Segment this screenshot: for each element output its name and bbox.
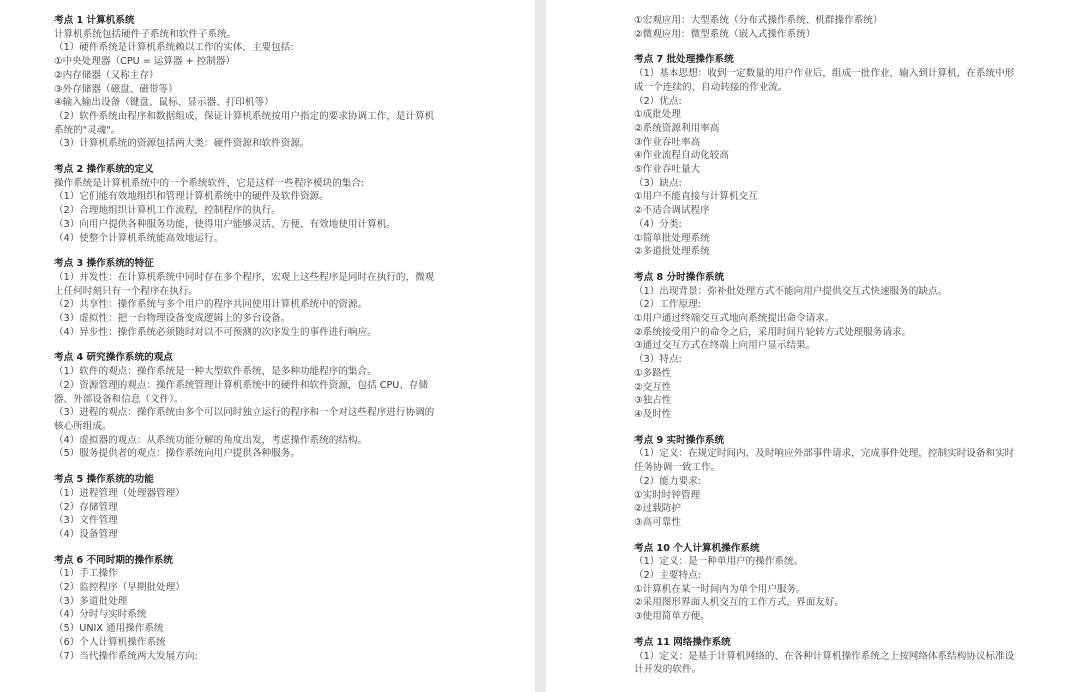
body-text-line: （2）合理地组织计算机工作流程，控制程序的执行。	[54, 205, 281, 217]
body-text-line: 核心所组成。	[54, 420, 112, 432]
body-text-line: ②内存储器（又称主存）	[54, 69, 159, 81]
body-text-line: （3）特点:	[634, 354, 682, 366]
body-text-line: ④及时性	[634, 408, 672, 420]
body-text-line: ②系统资源利用率高	[634, 122, 720, 134]
body-text-line: ④作业流程自动化较高	[634, 150, 729, 162]
body-text-line: （5）服务提供者的观点：操作系统向用户提供各种服务。	[54, 448, 300, 460]
section-left-5	[54, 554, 505, 664]
body-text-line: ⑤作业吞吐量大	[634, 164, 701, 176]
body-text-line: ③高可靠性	[634, 516, 681, 528]
section-heading: 考点 9 实时操作系统	[634, 434, 725, 446]
body-text-line: （3）计算机系统的资源包括两大类：硬件资源和软件资源。	[54, 138, 310, 150]
body-text-line: （4）虚拟器的观点：从系统功能分解的角度出发，考虑操作系统的结构。	[54, 434, 368, 446]
section-heading: 考点 2 操作系统的定义	[54, 164, 154, 176]
section-right-3	[634, 434, 1050, 530]
body-text-line: ③独占性	[634, 395, 672, 407]
body-text-line: （1）定义：是基于计算机网络的、在各种计算机操作系统之上按网络体系结构协议标准设	[634, 650, 1015, 662]
body-text-line: ①用户不能直接与计算机交互	[634, 191, 758, 203]
body-text-line: （1）出现背景：弥补批处理方式不能向用户提供交互式快速服务的缺点。	[634, 285, 948, 297]
body-text-line: （3）进程的观点：操作系统由多个可以同时独立运行的程序和一个对这些程序进行协调的	[54, 407, 435, 419]
body-text-line: （2）主要特点:	[634, 570, 701, 582]
body-text-line: ②不适合调试程序	[634, 205, 710, 217]
body-text-line: 系统的"灵魂"。	[54, 124, 121, 136]
body-text-line: ②过载防护	[634, 503, 681, 515]
body-text-line: （2）共享性：操作系统与多个用户的程序共同使用计算机系统中的资源。	[54, 299, 368, 311]
body-text-line: （2）优点:	[634, 95, 682, 107]
section-right-4	[634, 542, 1050, 624]
body-text-line: （1）基本思想：收到一定数量的用户作业后，组成一批作业，输入到计算机，在系统中形	[634, 68, 1015, 80]
body-text-line: （4）设备管理	[54, 528, 118, 540]
body-text-line: （5）UNIX 通用操作系统	[54, 623, 164, 635]
body-text-line: 任务协调一致工作。	[634, 462, 721, 474]
body-text-line: （2）能力要求:	[634, 475, 701, 487]
section-right-2	[634, 271, 1050, 422]
section-left-3	[54, 351, 505, 461]
body-text-line: （6）个人计算机操作系统	[54, 636, 166, 648]
document-page-right	[546, 0, 1080, 692]
body-text-line: ②多道批处理系统	[634, 246, 710, 258]
section-left-2	[54, 257, 505, 339]
body-text-line: （3）多道批处理	[54, 595, 128, 607]
body-text-line: （7）当代操作系统两大发展方向:	[54, 650, 198, 662]
body-text-line: （1）定义：在规定时间内，及时响应外部事件请求，完成事件处理，控制实时设备和实时	[634, 448, 1015, 460]
body-text-line: 成一个连续的、自动转接的作业流。	[634, 81, 788, 93]
section-heading: 考点 11 网络操作系统	[634, 636, 731, 648]
body-text-line: ③作业吞吐率高	[634, 136, 701, 148]
section-right-0	[634, 14, 1050, 41]
body-text-line: （4）异步性：操作系统必须随时对以不可预测的次序发生的事件进行响应。	[54, 326, 377, 338]
body-text-line: （1）它们能有效地组织和管理计算机系统中的硬件及软件资源。	[54, 191, 329, 203]
section-heading: 考点 3 操作系统的特征	[54, 258, 154, 270]
body-text-line: ①多路性	[634, 367, 672, 379]
body-text-line: （3）文件管理	[54, 515, 118, 527]
section-heading: 考点 7 批处理操作系统	[634, 54, 734, 66]
body-text-line: （3）虚拟性：把一台物理设备变成逻辑上的多台设备。	[54, 313, 291, 325]
body-text-line: ①实时时钟管理	[634, 489, 701, 501]
body-text-line: 计算机系统包括硬件子系统和软件子系统。	[54, 28, 237, 40]
section-right-5	[634, 636, 1050, 677]
body-text-line: ④输入输出设备（键盘、鼠标、显示器、打印机等）	[54, 97, 274, 109]
body-text-line: （2）存储管理	[54, 501, 118, 513]
body-text-line: ②交互性	[634, 381, 672, 393]
body-text-line: 上任何时刻只有一个程序在执行。	[54, 285, 198, 297]
body-text-line: ②系统接受用户的命令之后，采用时间片轮转方式处理服务请求。	[634, 326, 912, 338]
body-text-line: （1）进程管理（处理器管理）	[54, 487, 185, 499]
section-left-4	[54, 473, 505, 542]
body-text-line: （1）定义：是一种单用户的操作系统。	[634, 556, 804, 568]
section-left-1	[54, 163, 505, 245]
body-text-line: 计开发的软件。	[634, 664, 702, 676]
body-text-line: ③使用简单方便。	[634, 611, 710, 623]
body-text-line: （3）向用户提供各种服务功能，使得用户能够灵活、方便、有效地使用计算机。	[54, 218, 396, 230]
body-text-line: ②采用图形界面人机交互的工作方式，界面友好。	[634, 597, 845, 609]
body-text-line: ①简单批处理系统	[634, 232, 710, 244]
body-text-line: 操作系统是计算机系统中的一个系统软件，它是这样一些程序模块的集合:	[54, 177, 365, 189]
body-text-line: ③通过交互方式在终端上向用户显示结果。	[634, 340, 816, 352]
body-text-line: （2）软件系统由程序和数据组成，保证计算机系统按用户指定的要求协调工作，是计算机	[54, 110, 435, 122]
body-text-line: （2）工作原理:	[634, 299, 701, 311]
body-text-line: （2）监控程序（早期批处理）	[54, 582, 185, 594]
section-heading: 考点 5 操作系统的功能	[54, 474, 154, 486]
body-text-line: ①宏观应用：大型系统（分布式操作系统、机群操作系统）	[634, 15, 883, 26]
body-text-line: （3）缺点:	[634, 177, 682, 189]
section-heading: 考点 6 不同时期的操作系统	[54, 554, 173, 566]
body-text-line: ①成批处理	[634, 109, 681, 121]
document-page-left	[0, 0, 535, 692]
body-text-line: ②微观应用：微型系统（嵌入式操作系统）	[634, 28, 816, 40]
body-text-line: （1）并发性：在计算机系统中同时存在多个程序，宏观上这些程序是同时在执行的，微观	[54, 271, 435, 283]
body-text-line: （2）资源管理的观点：操作系统管理计算机系统中的硬件和软件资源，包括 CPU、存储	[54, 379, 429, 391]
body-text-line: （1）软件的观点：操作系统是一种大型软件系统，是多种功能程序的集合。	[54, 366, 377, 378]
body-text-line: （4）分时与实时系统	[54, 609, 147, 621]
body-text-line: （1）手工操作	[54, 568, 118, 580]
body-text-line: ①用户通过终端交互式地向系统提出命令请求。	[634, 313, 835, 325]
section-heading: 考点 10 个人计算机操作系统	[634, 542, 760, 554]
body-text-line: （1）硬件系统是计算机系统赖以工作的实体，主要包括:	[54, 42, 294, 54]
body-text-line: （4）使整个计算机系统能高效地运行。	[54, 232, 224, 244]
body-text-line: ③外存储器（磁盘、磁带等）	[54, 83, 178, 95]
body-text-line: （4）分类:	[634, 218, 682, 230]
section-heading: 考点 8 分时操作系统	[634, 271, 725, 283]
section-right-1	[634, 53, 1050, 259]
section-heading: 考点 4 研究操作系统的观点	[54, 352, 173, 364]
body-text-line: ①中央处理器（CPU = 运算器 + 控制器）	[54, 56, 236, 68]
body-text-line: 器、外部设备和信息（文件）。	[54, 393, 184, 405]
body-text-line: ①计算机在某一时间内为单个用户服务。	[634, 583, 806, 595]
section-heading: 考点 1 计算机系统	[54, 15, 135, 26]
section-left-0	[54, 14, 505, 151]
